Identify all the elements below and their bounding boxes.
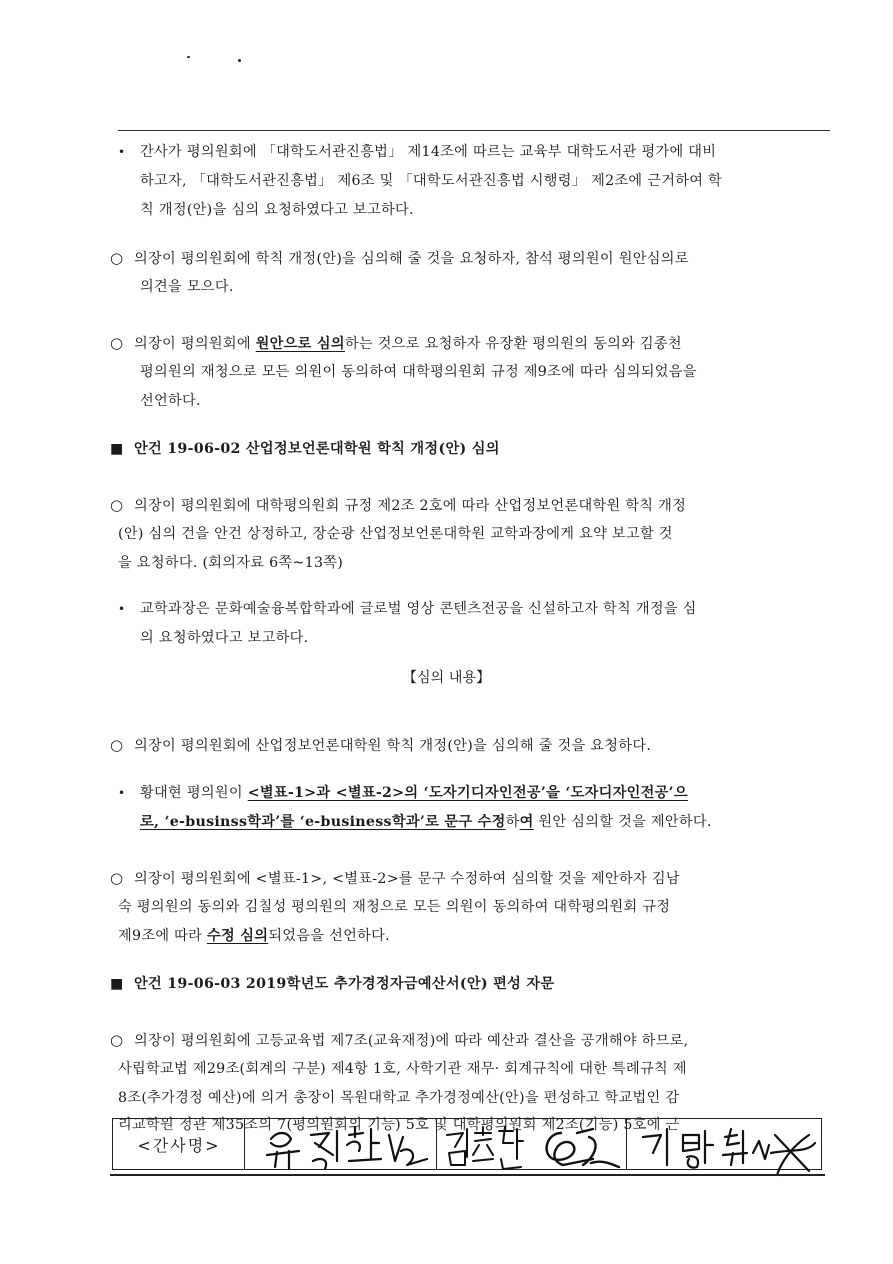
text-segment: 8조(추가경정 예산)에 의거 총장이 목원대학교 추가경정예산(안)을 편성하고 학교법인 감 [118,1090,680,1106]
text-segment: 의 요청하였다고 보고하다. [140,630,309,646]
signature-box [112,1118,822,1170]
circle-bullet-icon: ○ [110,736,124,754]
circle-bullet-icon: ○ [110,1031,124,1049]
bottom-rule [110,1174,825,1176]
text-line [110,336,682,351]
scan-speck [238,59,241,62]
text-line [140,631,309,645]
text-segment: 의장이 평의원회에 학칙 개정(안)을 심의해 줄 것을 요청하자, 참석 평의원이 원안심의로 [134,251,689,267]
dot-bullet-icon: • [118,786,126,800]
text-line [118,786,688,800]
text-segment: 칙 개정(안)을 심의 요청하였다고 보고하다. [140,202,414,218]
text-line [118,1062,687,1076]
text-segment: (안) 심의 건을 안건 상정하고, 장순광 산업정보언론대학원 교학과장에게 요약 보고할 것 [118,526,673,542]
text-line [140,394,201,408]
text-line [118,602,697,616]
text-segment: 하 [505,814,520,830]
signature-label: <간사명> [137,1135,221,1155]
text-line [140,365,697,379]
scan-speck [187,56,190,58]
text-line [110,251,689,266]
text-segment: 의장이 평의원회에 대학평의원회 규정 제2조 2호에 따라 산업정보언론대학원 학칙 개정 [134,498,687,514]
text-line [140,815,712,829]
agenda-heading [110,442,500,456]
text-line [118,1091,679,1105]
text-segment: 제9조에 따라 [118,928,207,944]
text-segment: 하는 것으로 요청하자 유장환 평의원의 동의와 김종천 [344,336,682,352]
text-segment: 의장이 평의원회에 산업정보언론대학원 학칙 개정(안)을 심의해 줄 것을 요청하다. [134,738,652,754]
dot-bullet-icon: • [118,145,126,159]
text-segment: 사립학교법 제29조(회계의 구분) 제4항 1호, 사학기관 재무· 회계규칙에 대한 특례규칙 제 [118,1061,687,1077]
text-line [140,203,414,217]
text-segment: 을 요청하다. (회의자료 6쪽~13쪽) [118,555,344,571]
text-segment: 의장이 평의원회에 <별표-1>, <별표-2>를 문구 수정하여 심의할 것을 제안하자 김남 [134,871,680,887]
text-segment: 의견을 모으다. [140,279,234,295]
text-segment: 선언하다. [140,393,201,409]
text-segment: 황대현 평의원이 [140,785,248,801]
text-line [118,556,343,570]
subheading-review-contents: 【심의 내용】 [402,670,491,686]
text-line [110,1033,688,1048]
text-segment: 안건 19-06-03 2019학년도 추가경정자금예산서(안) 편성 자문 [134,976,555,992]
square-bullet-icon: ■ [110,441,124,457]
text-segment: 수정 심의 [206,928,269,944]
circle-bullet-icon: ○ [110,249,124,267]
text-line [110,871,680,886]
text-segment: 원안으로 심의 [255,336,345,352]
text-segment: <별표-1>과 <별표-2>의 ‘도자기디자인전공’을 ‘도자디자인전공’으 [247,785,688,801]
text-segment: 숙 평의원의 동의와 김칠성 평의원의 재청으로 모든 의원이 동의하여 대학평의원회 규정 [118,899,671,915]
text-line [110,498,686,513]
agenda-heading [110,977,554,991]
circle-bullet-icon: ○ [110,496,124,514]
text-segment: 여 [519,814,534,830]
text-segment: 로, ‘e-businss학과’를 ‘e-business학과’로 문구 수정 [140,814,506,830]
text-segment: 의장이 평의원회에 [134,336,256,352]
text-line [118,900,670,914]
handwritten-signature-1 [263,1121,433,1175]
text-line [140,174,722,188]
top-rule [118,130,830,131]
text-segment: 원안 심의할 것을 제안하다. [533,814,712,830]
dot-bullet-icon: • [118,602,126,616]
square-bullet-icon: ■ [110,976,124,992]
text-line [118,145,716,159]
text-segment: 의장이 평의원회에 고등교육법 제7조(교육재정)에 따라 예산과 결산을 공개해야 하므로, [134,1033,689,1049]
text-segment: 교학과장은 문화예술융복합학과에 글로벌 영상 콘텐츠전공을 신설하고자 학칙 개정을 심 [140,601,697,617]
text-segment: 평의원의 재청으로 모든 의원이 동의하여 대학평의원회 규정 제9조에 따라 심의되었음을 [140,364,697,380]
text-line [118,929,390,943]
text-segment: 간사가 평의원회에 「대학도서관진흥법」 제14조에 따르는 교육부 대학도서관 평가에 대비 [140,144,717,160]
circle-bullet-icon: ○ [110,869,124,887]
signature-label-cell [113,1119,245,1169]
text-segment: 되었음을 선언하다. [268,928,390,944]
text-line [110,738,651,753]
text-segment: 안건 19-06-02 산업정보언론대학원 학칙 개정(안) 심의 [134,441,500,457]
circle-bullet-icon: ○ [110,334,124,352]
text-line [140,280,234,294]
text-segment: 리교학원 정관 제35조의 7(평의원회의 기능) 5호 및 대학평의원회 제2조(기능) 5호에 근 [118,1117,680,1133]
text-line [118,527,673,541]
handwritten-signature-2 [443,1123,623,1177]
text-segment: 하고자, 「대학도서관진흥법」 제6조 및 「대학도서관진흥법 시행령」 제2조에 근거하여 학 [140,173,723,189]
